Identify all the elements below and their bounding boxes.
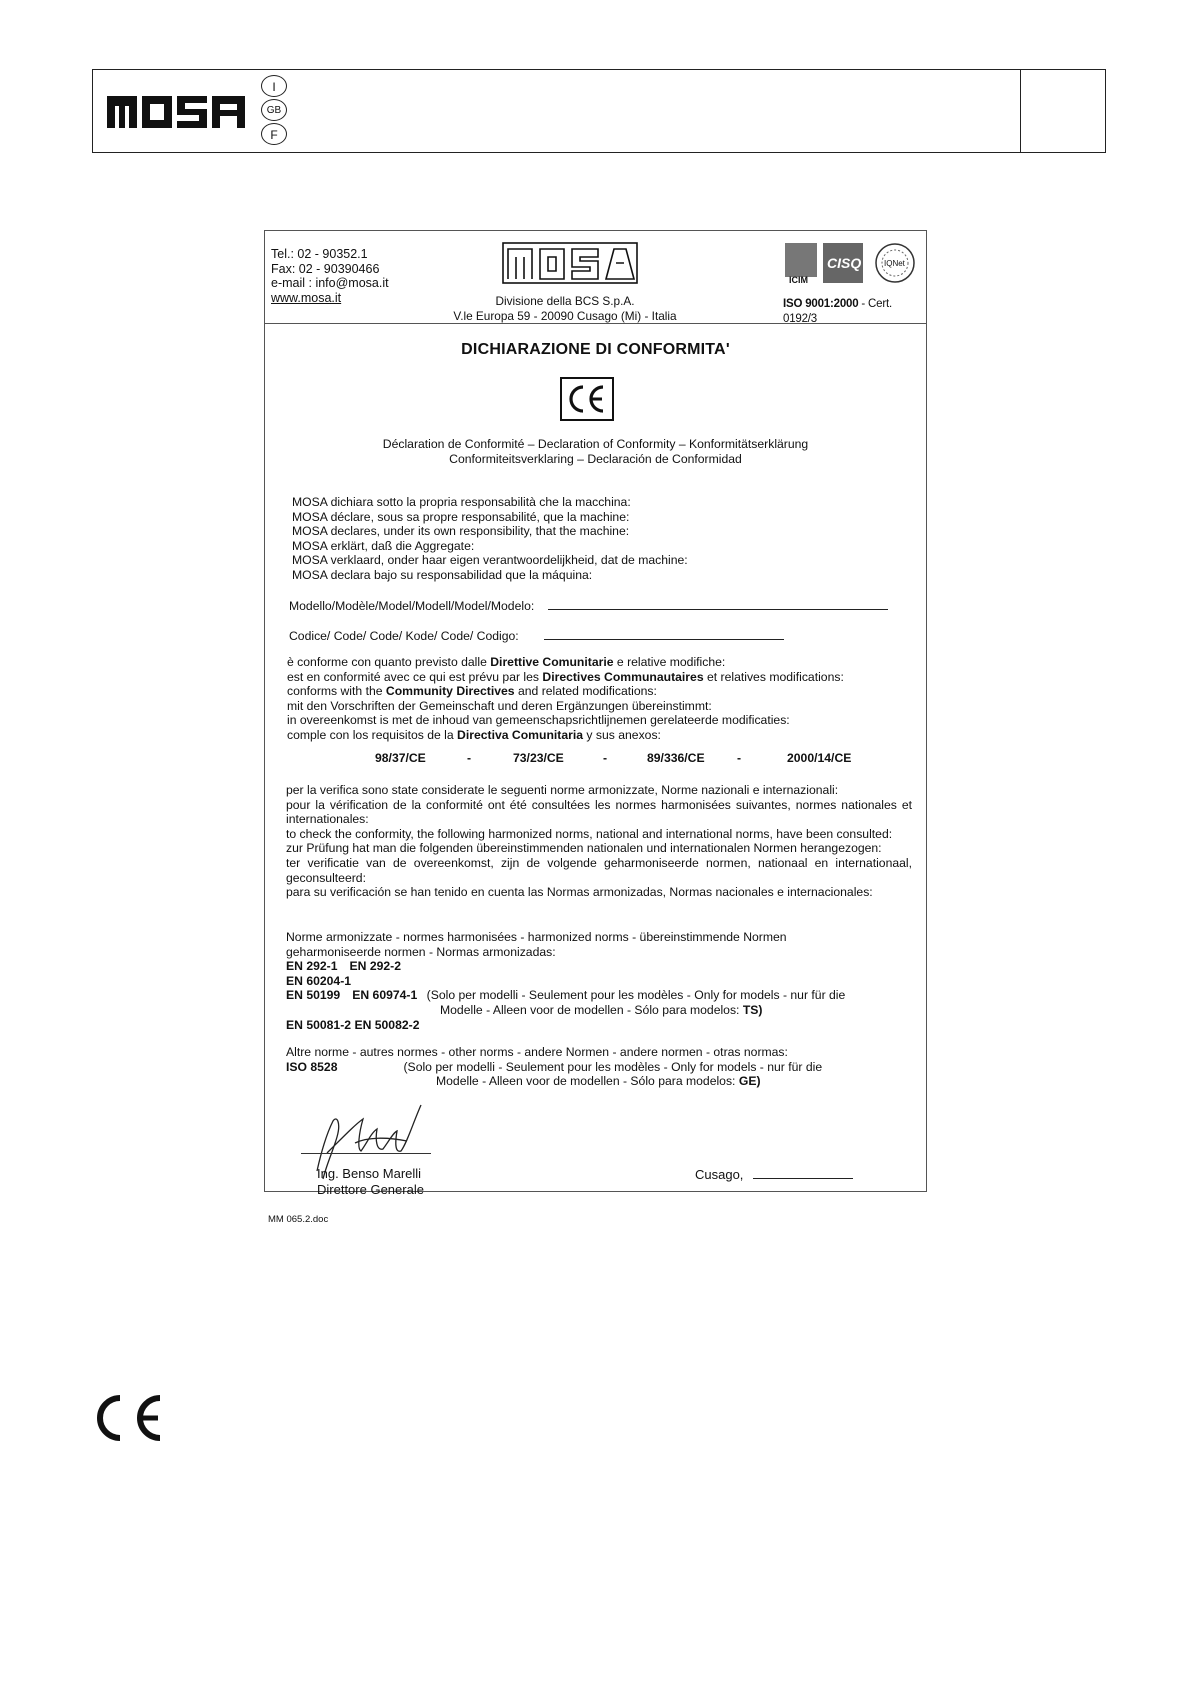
page-header: [92, 69, 1106, 153]
conform-line: è conforme con quanto previsto dalle Direttive Comunitarie e relative modifiche:: [287, 655, 726, 669]
other-norm-row: ISO 8528 (Solo per modelli - Seulement pour les modèles - Only for models - nur für die: [286, 1059, 823, 1074]
company-address: [415, 294, 715, 324]
certification-logos: [783, 243, 923, 285]
norm-row: EN 292-1 EN 292-2: [286, 959, 401, 974]
date-blank[interactable]: [753, 1166, 853, 1179]
signer-name: Ing. Benso Marelli: [317, 1166, 422, 1181]
iso-cert-number: - Cert. 0192/3: [783, 298, 892, 325]
norms-intro: geharmoniseerde normen - Normas armonizadas:: [286, 944, 556, 959]
document-reference: MM 065.2.doc: [268, 1214, 329, 1225]
subtitle-line: Conformiteitsverklaring – Declaración de Conformidad: [449, 451, 742, 466]
model-field: [289, 597, 888, 614]
verification-block: [286, 783, 912, 900]
declare-line: MOSA declara bajo su responsabilidad que la máquina:: [292, 567, 593, 582]
other-norms-intro: Altre norme - autres normes - other norms - andere Normen - andere normen - otras normas:: [286, 1045, 788, 1059]
directive: 89/336/CE: [647, 751, 705, 765]
norm-row: Modelle - Alleen voor de modellen - Sólo para modelos: TS): [440, 1002, 763, 1017]
iso-certification: [783, 297, 926, 326]
verification-line: per la verifica sono state considerate le seguenti norme armonizzate, Norme nazionali e internazionali:: [286, 783, 839, 797]
ce-mark-box: [560, 377, 614, 421]
conform-line: mit den Vorschriften der Gemeinschaft und deren Ergänzungen übereinstimmt:: [287, 698, 712, 713]
norm-row: EN 50199 EN 60974-1 (Solo per modelli - Seulement pour les modèles - Only for models - nur für die: [286, 988, 846, 1003]
code-blank[interactable]: [544, 627, 784, 640]
svg-text:CISQ: CISQ: [827, 255, 862, 271]
declare-line: MOSA erklärt, daß die Aggregate:: [292, 538, 475, 553]
lang-badge: GB: [261, 99, 287, 121]
svg-text:IQNet: IQNet: [884, 259, 905, 268]
declare-line: MOSA verklaard, onder haar eigen verantwoordelijkheid, dat de machine:: [292, 553, 688, 568]
verification-line: zur Prüfung hat man die folgenden übereinstimmenden nationalen und internationalen Normen herangezogen:: [286, 841, 882, 856]
norms-intro: Norme armonizzate - normes harmonisées - harmonized norms - übereinstimmende Normen: [286, 930, 787, 944]
division-text: Divisione della BCS S.p.A.: [495, 294, 635, 308]
address-text: V.le Europa 59 - 20090 Cusago (Mi) - Italia: [453, 309, 677, 323]
iso-number: ISO 9001:2000: [783, 298, 859, 310]
conform-line: est en conformité avec ce qui est prévu par les Directives Communautaires et relatives modifications:: [287, 669, 844, 684]
page-number-cell: [1020, 70, 1021, 152]
declaration-title: DICHIARAZIONE DI CONFORMITA': [461, 341, 730, 358]
declare-line: MOSA déclare, sous sa propre responsabilité, que la machine:: [292, 509, 630, 524]
model-blank[interactable]: [548, 597, 888, 610]
divider: [265, 323, 926, 324]
verification-line: pour la vérification de la conformité ont été consultées les normes harmonisées suivantes, normes nationales et internationales:: [286, 797, 912, 827]
conform-line: comple con los requisitos de la Directiva Comunitaria y sus anexos:: [287, 727, 661, 742]
conform-line: conforms with the Community Directives and related modifications:: [287, 684, 657, 699]
norm-row: EN 50081-2 EN 50082-2: [286, 1017, 420, 1032]
place-field: [695, 1166, 853, 1183]
subtitle-line: Déclaration de Conformité – Declaration of Conformity – Konformitätserklärung: [382, 437, 809, 451]
directive-sep: -: [467, 751, 472, 765]
place-label: Cusago,: [695, 1167, 744, 1182]
lang-badge: I: [261, 75, 287, 97]
code-field: [289, 627, 784, 644]
declaration-certificate: [264, 230, 927, 1197]
directive: 2000/14/CE: [787, 751, 852, 765]
directive: 73/23/CE: [513, 751, 564, 765]
directive-sep: -: [737, 751, 742, 765]
svg-text:ICIM: ICIM: [789, 275, 808, 285]
signer-role: Direttore Generale: [317, 1182, 424, 1197]
other-norms: [286, 1045, 906, 1089]
directive: 98/37/CE: [375, 751, 426, 765]
directive-sep: -: [603, 751, 608, 765]
fax: Fax: 02 - 90390466: [271, 261, 380, 276]
tel: Tel.: 02 - 90352.1: [271, 247, 368, 261]
conformity-block: [287, 655, 907, 743]
declares-block: [292, 495, 912, 583]
other-norm-row: Modelle - Alleen voor de modellen - Sólo para modelos: GE): [436, 1074, 761, 1089]
verification-line: ter verificatie van de overeenkomst, zijn de volgende geharmoniseerde normen, nationaal en internationaal, geconsulteerd:: [286, 855, 912, 885]
mosa-logo: [105, 84, 247, 140]
contact-info: [271, 247, 389, 305]
declare-line: MOSA declares, under its own responsibility, that the machine:: [292, 524, 630, 539]
model-label: Modello/Modèle/Model/Modell/Model/Modelo:: [289, 599, 535, 613]
norm-row: EN 60204-1: [286, 973, 352, 988]
signer: [317, 1166, 424, 1198]
language-list: [261, 75, 287, 147]
declaration-subtitle: [265, 437, 926, 466]
verification-line: para su verificación se han tenido en cuenta las Normas armonizadas, Normas nacionales e internacionales:: [286, 885, 873, 900]
verification-line: to check the conformity, the following harmonized norms, national and international norms, have been consulted:: [286, 826, 893, 841]
harmonized-norms: [286, 930, 906, 1032]
website-link[interactable]: www.mosa.it: [271, 290, 342, 305]
signature-line: [301, 1153, 431, 1154]
mosa-outline-logo: [502, 239, 638, 287]
code-label: Codice/ Code/ Code/ Kode/ Code/ Codigo:: [289, 629, 519, 643]
email: e-mail : info@mosa.it: [271, 276, 389, 290]
lang-badge: F: [261, 123, 287, 145]
declare-line: MOSA dichiara sotto la propria responsabilità che la macchina:: [292, 495, 631, 509]
ce-mark-icon: [562, 379, 612, 419]
conform-line: in overeenkomst is met de inhoud van gemeenschapsrichtlijnemen gerelateerde modificaties:: [287, 713, 790, 728]
ce-mark-icon: [90, 1393, 166, 1443]
